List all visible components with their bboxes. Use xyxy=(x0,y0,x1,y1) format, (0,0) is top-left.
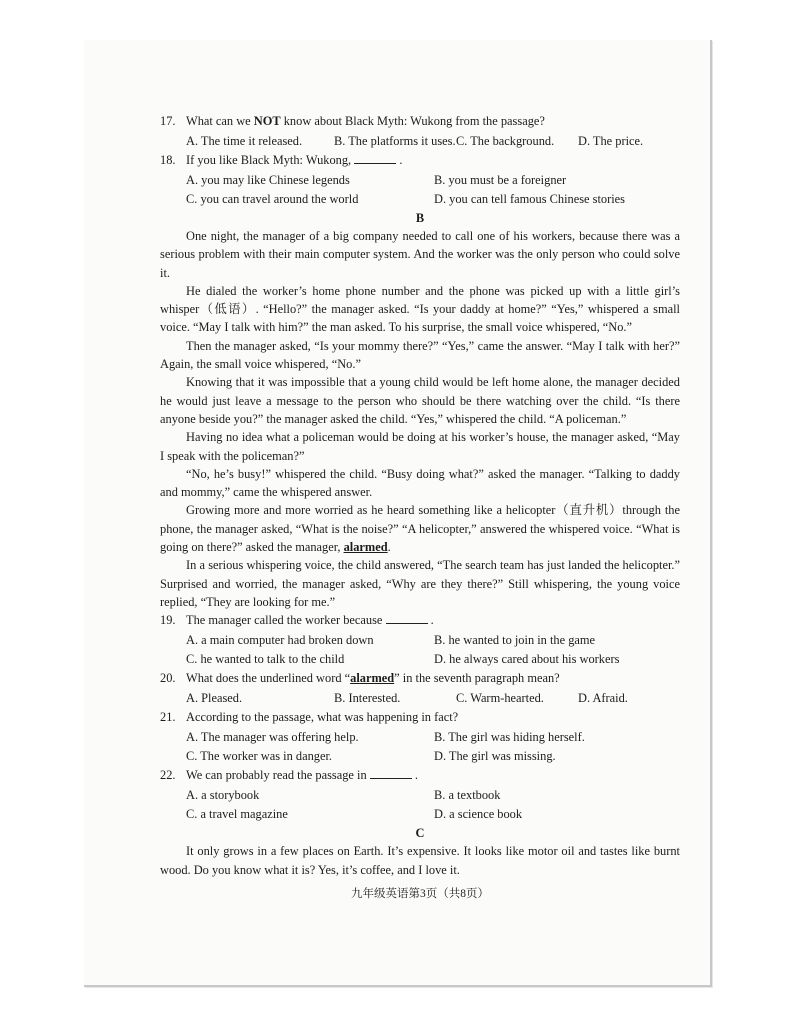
options-19-row1 xyxy=(160,631,680,650)
option-d: D. The girl was missing. xyxy=(434,749,556,764)
story-paragraph-8: In a serious whispering voice, the child answered, “The search team has just landed the helicopter.” Surprised and worried, the manager asked, “Why are they there?” Still whispering, the young voice replied, “They are looking for me.” xyxy=(160,558,680,609)
option-b: B. he wanted to join in the game xyxy=(434,633,596,648)
story-paragraph-5: Having no idea what a policeman would be doing at his worker’s house, the manager asked, “May I speak with the policeman?” xyxy=(160,430,680,463)
question-number: 20. xyxy=(160,671,176,686)
emphasis-not: NOT xyxy=(253,114,281,128)
page-footer: 九年级英语第3页（共8页） xyxy=(351,887,489,900)
question-number: 17. xyxy=(160,114,176,128)
option-c: C. he wanted to talk to the child xyxy=(186,652,345,667)
options-21-row2 xyxy=(160,747,680,766)
options-22-row2 xyxy=(160,805,680,824)
answer-blank xyxy=(354,153,396,164)
story-paragraph-2: He dialed the worker’s home phone number and the phone was picked up with a little girl’s whisper（低语）. “Hello?” the manager asked. “Is your daddy at home?” “Yes,” whispered a small voice. “May I talk with him?” the man asked. To his surprise, the small voice whispered, “No.” xyxy=(160,283,680,335)
question-number: 18. xyxy=(160,153,176,167)
options-22-row1 xyxy=(160,786,680,805)
option-a: A. The manager was offering help. xyxy=(186,730,359,745)
option-a: A. a storybook xyxy=(186,788,260,803)
section-heading-b: B xyxy=(415,211,425,225)
option-b: B. The girl was hiding herself. xyxy=(434,730,585,745)
options-19-row2 xyxy=(160,650,680,669)
story-paragraph-4: Knowing that it was impossible that a young child would be left home alone, the manager decided he would just leave a message to the person who should be there watching over the child. “Is there anyone beside you?” the manager asked the child. “Yes,” whispered the child. “A policeman.” xyxy=(160,375,680,426)
question-number: 21. xyxy=(160,710,176,725)
question-19 xyxy=(160,611,680,631)
option-a: A. The time it released. xyxy=(186,134,303,148)
exam-page xyxy=(160,112,680,903)
answer-blank xyxy=(370,768,412,779)
section-heading-c: C xyxy=(415,826,425,841)
question-stem: What does the underlined word “alarmed” in the seventh paragraph mean? xyxy=(186,671,560,686)
question-stem: The manager called the worker because . xyxy=(186,613,434,628)
underlined-word: alarmed xyxy=(350,671,395,686)
question-17 xyxy=(160,112,680,132)
story-paragraph-6: “No, he’s busy!” whispered the child. “Busy doing what?” asked the manager. “Talking to daddy and mommy,” came the whispered answer. xyxy=(160,466,680,500)
option-b: B. a textbook xyxy=(434,788,501,803)
option-d: D. The price. xyxy=(578,134,644,148)
story-paragraph-3: Then the manager asked, “Is your mommy there?” “Yes,” came the answer. “May I talk with her?” Again, the small voice whispered, “No.” xyxy=(160,338,680,372)
question-21 xyxy=(160,708,680,728)
option-c: C. The background. xyxy=(456,134,555,148)
option-b: B. Interested. xyxy=(334,691,401,706)
option-a: A. you may like Chinese legends xyxy=(186,173,350,187)
option-b: B. you must be a foreigner xyxy=(434,173,567,187)
option-d: D. he always cared about his workers xyxy=(434,652,620,667)
options-21-row1 xyxy=(160,728,680,747)
options-18-row1 xyxy=(160,171,680,190)
option-c: C. you can travel around the world xyxy=(186,192,359,206)
question-number: 19. xyxy=(160,613,176,628)
question-18 xyxy=(160,151,680,171)
option-c: C. Warm-hearted. xyxy=(456,691,544,706)
passage-c-paragraph-1: It only grows in a few places on Earth. It’s expensive. It looks like motor oil and tastes like burnt wood. Do you know what it is? Yes, it’s coffee, and I love it. xyxy=(160,844,680,877)
question-stem: We can probably read the passage in . xyxy=(186,768,418,783)
question-22 xyxy=(160,766,680,786)
question-stem: What can we NOT know about Black Myth: Wukong from the passage? xyxy=(186,114,545,128)
question-stem: According to the passage, what was happening in fact? xyxy=(186,710,459,725)
option-a: A. a main computer had broken down xyxy=(186,633,374,648)
options-20 xyxy=(160,689,680,708)
option-d: D. a science book xyxy=(434,807,523,822)
question-stem: If you like Black Myth: Wukong, . xyxy=(186,153,403,167)
story-paragraph-1: One night, the manager of a big company needed to call one of his workers, because there was a serious problem with their main computer system. And the worker was the only person who could solve it. xyxy=(160,229,680,280)
option-c: C. The worker was in danger. xyxy=(186,749,333,764)
option-d: D. you can tell famous Chinese stories xyxy=(434,192,625,206)
option-b: B. The platforms it uses. xyxy=(334,134,456,148)
options-17 xyxy=(160,132,680,151)
question-number: 22. xyxy=(160,768,176,783)
question-20 xyxy=(160,669,680,689)
story-paragraph-7: Growing more and more worried as he heard something like a helicopter（直升机）through the phone, the manager asked, “What is the noise?” “A helicopter,” answered the whispered voice. “What is going on there?” asked the manager, alarmed. xyxy=(160,503,680,555)
answer-blank xyxy=(386,613,428,624)
underlined-word: alarmed xyxy=(343,540,388,555)
options-18-row2 xyxy=(160,190,680,209)
option-a: A. Pleased. xyxy=(186,691,243,706)
option-d: D. Afraid. xyxy=(578,691,628,706)
option-c: C. a travel magazine xyxy=(186,807,288,822)
